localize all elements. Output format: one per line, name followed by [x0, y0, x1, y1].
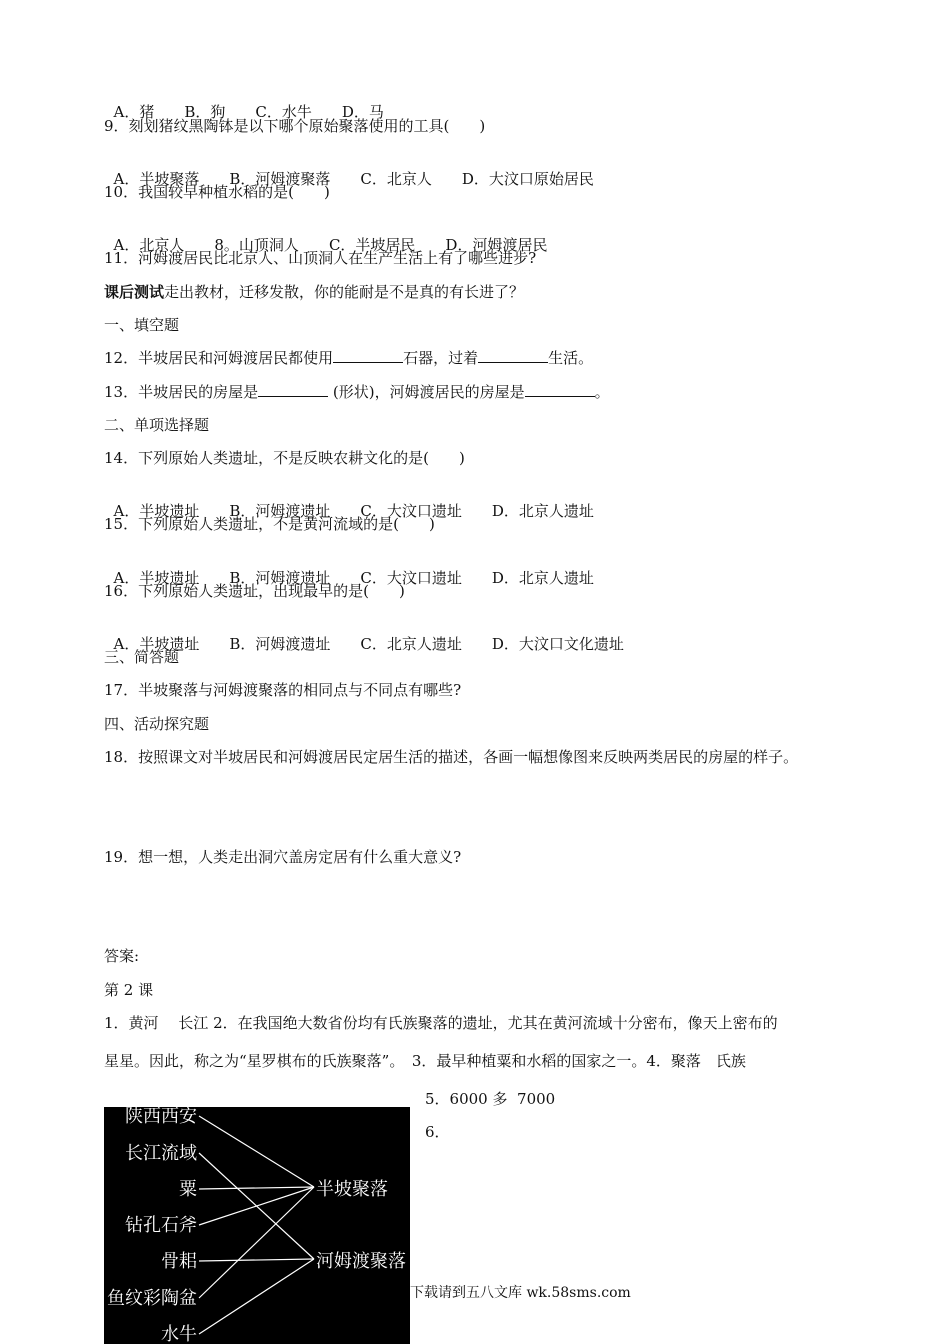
- q16-option-b: B．河姆渡遗址: [229, 635, 331, 653]
- question-14: 14．下列原始人类遗址，不是反映农耕文化的是( ): [104, 449, 465, 467]
- question-10: 10．我国较早种植水稻的是( ): [104, 183, 330, 201]
- q16-options: [104, 614, 654, 654]
- q8-option-b: B．狗: [184, 103, 226, 121]
- q15-option-c: C．大汶口遗址: [360, 569, 462, 587]
- q15-option-b: B．河姆渡遗址: [229, 569, 331, 587]
- question-19: 19．想一想，人类走出洞穴盖房定居有什么重大意义?: [104, 848, 462, 866]
- q12-blank-1[interactable]: [333, 348, 403, 363]
- q8-option-a: A．猪: [113, 103, 155, 121]
- match-line-zuankong-banpo: [199, 1187, 314, 1225]
- q16-option-c: C．北京人遗址: [360, 635, 462, 653]
- question-15: 15．下列原始人类遗址，不是黄河流域的是( ): [104, 515, 435, 533]
- q9-option-a: A．半坡聚落: [113, 170, 200, 188]
- q10-option-b: 8。山顶洞人: [214, 236, 299, 254]
- match-left-5: 鱼纹彩陶盆: [107, 1288, 197, 1309]
- answers-lesson: 第 2 课: [104, 981, 154, 999]
- q10-option-c: C．半坡居民: [328, 236, 416, 254]
- q12-part-a: 12．半坡居民和河姆渡居民都使用: [104, 349, 334, 367]
- match-right-0: 半坡聚落: [316, 1179, 388, 1200]
- q13-part-a: 13．半坡居民的房屋是: [104, 383, 259, 401]
- question-16: 16．下列原始人类遗址，出现最早的是( ): [104, 582, 405, 600]
- answers-line-2: 星星。因此，称之为“星罗棋布的氏族聚落”。 3．最早种植粟和水稻的国家之一。4．聚落 氏族: [104, 1052, 746, 1070]
- match-right-1: 河姆渡聚落: [316, 1251, 406, 1272]
- match-line-shuiniu-hemudu: [199, 1259, 314, 1334]
- q14-option-d: D．北京人遗址: [491, 502, 594, 520]
- q10-option-d: D．河姆渡居民: [445, 236, 548, 254]
- q12-blank-2[interactable]: [478, 348, 548, 363]
- match-line-su-banpo: [199, 1187, 314, 1189]
- match-left-4: 骨耜: [161, 1251, 197, 1272]
- q13-blank-1[interactable]: [258, 382, 328, 397]
- q14-option-c: C．大汶口遗址: [360, 502, 462, 520]
- section-single-choice: 二、单项选择题: [104, 416, 210, 434]
- match-left-1: 长江流域: [125, 1143, 197, 1164]
- section-fill-blank: 一、填空题: [104, 316, 180, 334]
- answer-5: 5．6000 多 7000: [425, 1090, 556, 1108]
- q9-option-d: D．大汶口原始居民: [461, 170, 594, 188]
- match-left-2: 粟: [179, 1179, 197, 1200]
- q9-option-b: B．河姆渡聚落: [229, 170, 331, 188]
- q15-option-d: D．北京人遗址: [491, 569, 594, 587]
- after-test-text: 走出教材，迁移发散，你的能耐是不是真的有长进了？: [164, 283, 525, 301]
- q12-part-c: 生活。: [548, 349, 594, 367]
- q16-option-a: A．半坡遗址: [113, 635, 200, 653]
- q13-part-b: (形状)，河姆渡居民的房屋是: [328, 383, 525, 401]
- question-12: [104, 348, 593, 368]
- question-17: 17．半坡聚落与河姆渡聚落的相同点与不同点有哪些?: [104, 681, 462, 699]
- match-left-3: 钻孔石斧: [125, 1215, 197, 1236]
- section-short-answer: 三、简答题: [104, 648, 180, 666]
- q8-option-d: D．马: [341, 103, 384, 121]
- answers-title: 答案:: [104, 947, 140, 965]
- q8-option-c: C．水牛: [255, 103, 312, 121]
- q9-option-c: C．北京人: [360, 170, 432, 188]
- q16-option-d: D．大汶口文化遗址: [491, 635, 624, 653]
- match-line-gusi-hemudu: [199, 1259, 314, 1261]
- footer-download-note: 下载请到五八文库 wk.58sms.com: [410, 1285, 631, 1301]
- q13-part-c: 。: [594, 383, 610, 401]
- match-left-6: 水牛: [161, 1324, 197, 1344]
- match-left-0: 陕西西安: [125, 1107, 197, 1127]
- question-18: 18．按照课文对半坡居民和河姆渡居民定居生活的描述，各画一幅想像图来反映两类居民的房屋的样子。: [104, 748, 799, 766]
- section-activity: 四、活动探究题: [104, 715, 210, 733]
- after-class-test: [104, 282, 524, 302]
- question-9: 9．刻划猪纹黑陶钵是以下哪个原始聚落使用的工具( ): [104, 117, 486, 135]
- question-11: 11．河姆渡居民比北京人、山顶洞人在生产生活上有了哪些进步?: [104, 249, 537, 267]
- q15-option-a: A．半坡遗址: [113, 569, 200, 587]
- matching-diagram-svg: [104, 1107, 410, 1344]
- question-13: [104, 382, 610, 402]
- q14-option-b: B．河姆渡遗址: [229, 502, 331, 520]
- answer-6: 6．: [425, 1123, 450, 1141]
- matching-diagram: [104, 1107, 410, 1344]
- match-line-xian-banpo: [199, 1116, 314, 1187]
- after-test-title: 课后测试: [104, 283, 165, 301]
- q10-option-a: A．北京人: [113, 236, 185, 254]
- q12-part-b: 石器，过着: [403, 349, 479, 367]
- q14-option-a: A．半坡遗址: [113, 502, 200, 520]
- answers-line-1: 1．黄河 长江 2．在我国绝大数省份均有氏族聚落的遗址，尤其在黄河流域十分密布，像天上密布的: [104, 1014, 778, 1032]
- q13-blank-2[interactable]: [525, 382, 595, 397]
